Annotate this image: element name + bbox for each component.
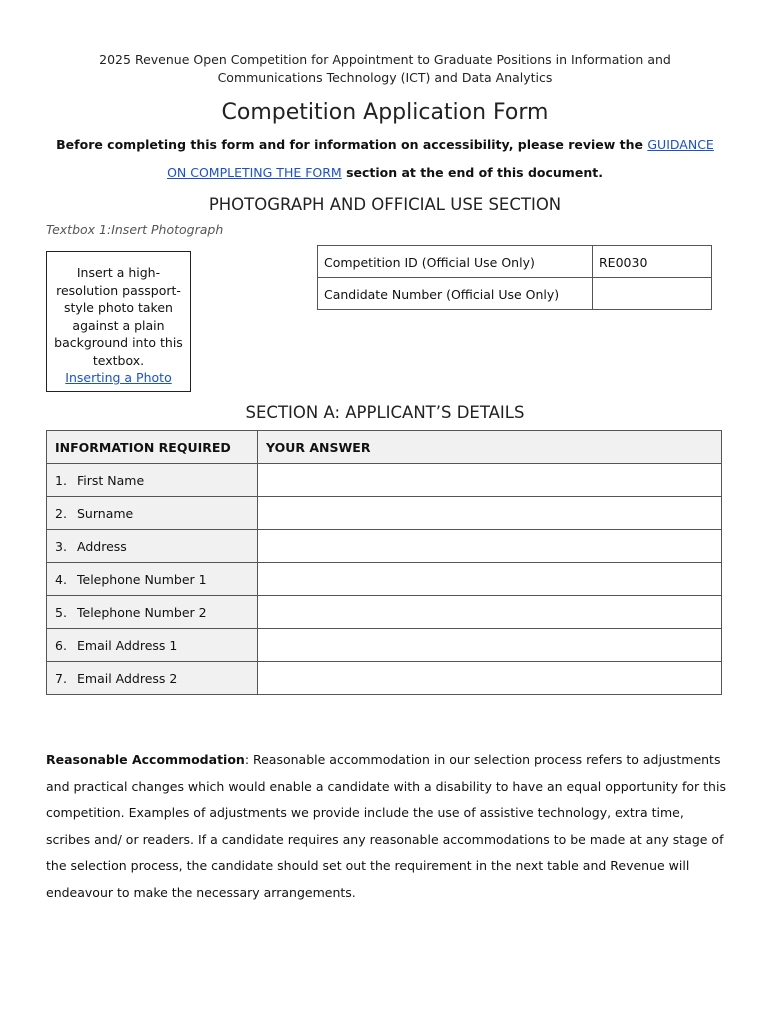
row-label: 7. Email Address 2 xyxy=(47,662,258,695)
email-1-answer[interactable] xyxy=(258,629,722,662)
competition-id-value: RE0030 xyxy=(593,246,712,278)
table-row xyxy=(47,464,722,497)
row-label: 5. Telephone Number 2 xyxy=(47,596,258,629)
accommodation-text: : Reasonable accommodation in our selection process refers to adjustments and practical changes which would enable a candidate with a disability to have an equal opportunity for this competition. Examples of adjustments we provide include the use of assistive technology, extra time, scribes and/ or readers. If a candidate requires any reasonable accommodations to be made at any stage of the selection process, the candidate should set out the requirement in the next table and Revenue will endeavour to make the necessary arrangements. xyxy=(46,752,726,900)
guidance-link[interactable]: GUIDANCE ON COMPLETING THE FORM xyxy=(167,137,714,180)
table-row xyxy=(318,246,712,278)
address-answer[interactable] xyxy=(258,530,722,563)
page-title: Competition Application Form xyxy=(221,100,549,125)
row-label: 6. Email Address 1 xyxy=(47,629,258,662)
email-2-answer[interactable] xyxy=(258,662,722,695)
table-row xyxy=(47,629,722,662)
table-row xyxy=(47,530,722,563)
col-your-answer: YOUR ANSWER xyxy=(258,431,722,464)
photo-instructions: Insert a high-resolution passport-style photo taken against a plain background into this textbox. xyxy=(54,265,183,368)
table-row xyxy=(47,662,722,695)
section-a-heading: SECTION A: APPLICANT’S DETAILS xyxy=(245,403,525,422)
table-row xyxy=(47,596,722,629)
applicant-details-table xyxy=(46,430,722,695)
competition-id-label: Competition ID (Official Use Only) xyxy=(318,246,593,278)
document-header xyxy=(60,51,710,87)
header-line-2: Communications Technology (ICT) and Data Analytics xyxy=(217,70,553,85)
row-label: 3. Address xyxy=(47,530,258,563)
telephone-2-answer[interactable] xyxy=(258,596,722,629)
surname-answer[interactable] xyxy=(258,497,722,530)
header-line-1: 2025 Revenue Open Competition for Appointment to Graduate Positions in Information and xyxy=(99,52,671,67)
intro-suffix: section at the end of this document. xyxy=(341,165,603,180)
intro-prefix: Before completing this form and for information on accessibility, please review the xyxy=(56,137,648,152)
inserting-photo-link[interactable]: Inserting a Photo xyxy=(65,370,172,385)
col-information-required: INFORMATION REQUIRED xyxy=(47,431,258,464)
intro-paragraph xyxy=(55,131,715,187)
official-use-table xyxy=(317,245,712,310)
accommodation-label: Reasonable Accommodation xyxy=(46,752,245,767)
candidate-number-value xyxy=(593,278,712,310)
first-name-answer[interactable] xyxy=(258,464,722,497)
table-row xyxy=(318,278,712,310)
candidate-number-label: Candidate Number (Official Use Only) xyxy=(318,278,593,310)
row-label: 2. Surname xyxy=(47,497,258,530)
row-label: 4. Telephone Number 1 xyxy=(47,563,258,596)
photo-section-heading: PHOTOGRAPH AND OFFICIAL USE SECTION xyxy=(208,195,562,214)
row-label: 1. First Name xyxy=(47,464,258,497)
textbox-label: Textbox 1:Insert Photograph xyxy=(46,222,224,237)
photo-textbox[interactable] xyxy=(46,251,191,392)
accommodation-paragraph xyxy=(46,747,726,906)
table-row xyxy=(47,563,722,596)
table-header-row xyxy=(47,431,722,464)
table-row xyxy=(47,497,722,530)
telephone-1-answer[interactable] xyxy=(258,563,722,596)
